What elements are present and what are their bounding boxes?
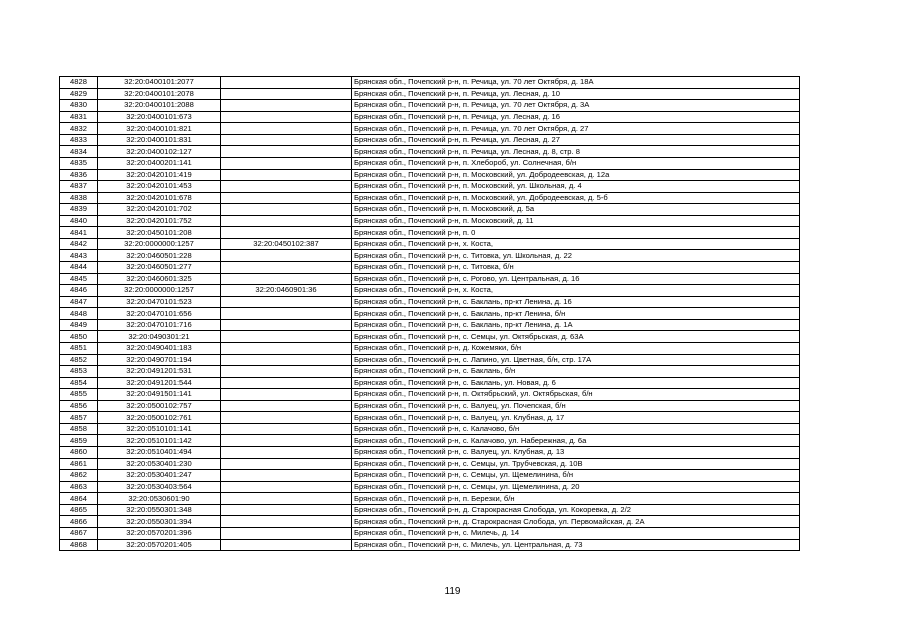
cadastral-number-cell: 32:20:0000000:1257 (98, 238, 221, 250)
table-row (60, 423, 800, 435)
table-row (60, 308, 800, 320)
table-row (60, 215, 800, 227)
row-number-cell: 4867 (60, 527, 98, 539)
cadastral-number-cell: 32:20:0491201:531 (98, 366, 221, 378)
row-number-cell: 4836 (60, 169, 98, 181)
row-number-cell: 4850 (60, 331, 98, 343)
table-row (60, 504, 800, 516)
cadastral-number-cell: 32:20:0470101:523 (98, 296, 221, 308)
parent-cadastral-cell (221, 100, 352, 112)
cadastral-number-cell: 32:20:0400101:2077 (98, 77, 221, 89)
table-row (60, 493, 800, 505)
row-number-cell: 4863 (60, 481, 98, 493)
cadastral-number-cell: 32:20:0420101:453 (98, 181, 221, 193)
parent-cadastral-cell (221, 470, 352, 482)
parent-cadastral-cell (221, 146, 352, 158)
row-number-cell: 4864 (60, 493, 98, 505)
row-number-cell: 4838 (60, 192, 98, 204)
table-row (60, 169, 800, 181)
address-cell: Брянская обл., Почепский р-н, с. Баклань, пр-кт Ленина, б/н (352, 308, 800, 320)
cadastral-number-cell: 32:20:0420101:419 (98, 169, 221, 181)
table-row (60, 88, 800, 100)
parent-cadastral-cell (221, 77, 352, 89)
address-cell: Брянская обл., Почепский р-н, п. Речица, ул. 70 лет Октября, д. 27 (352, 123, 800, 135)
table-row (60, 146, 800, 158)
table-row (60, 400, 800, 412)
address-cell: Брянская обл., Почепский р-н, п. Речица, ул. Лесная, д. 27 (352, 134, 800, 146)
parent-cadastral-cell (221, 527, 352, 539)
table-row (60, 447, 800, 459)
table-row (60, 319, 800, 331)
cadastral-number-cell: 32:20:0550301:348 (98, 504, 221, 516)
row-number-cell: 4866 (60, 516, 98, 528)
table-row (60, 273, 800, 285)
table-row (60, 354, 800, 366)
cadastral-number-cell: 32:20:0490301:21 (98, 331, 221, 343)
cadastral-number-cell: 32:20:0530401:230 (98, 458, 221, 470)
table-row (60, 204, 800, 216)
table-row (60, 77, 800, 89)
cadastral-number-cell: 32:20:0550301:394 (98, 516, 221, 528)
registry-table (59, 76, 800, 551)
table-row (60, 157, 800, 169)
parent-cadastral-cell (221, 435, 352, 447)
address-cell: Брянская обл., Почепский р-н, п. Московский, д. 5а (352, 204, 800, 216)
row-number-cell: 4858 (60, 423, 98, 435)
address-cell: Брянская обл., Почепский р-н, п. Речица, ул. Лесная, д. 10 (352, 88, 800, 100)
address-cell: Брянская обл., Почепский р-н, п. Московский, д. 11 (352, 215, 800, 227)
row-number-cell: 4847 (60, 296, 98, 308)
address-cell: Брянская обл., Почепский р-н, п. Московский, ул. Школьная, д. 4 (352, 181, 800, 193)
parent-cadastral-cell (221, 262, 352, 274)
row-number-cell: 4843 (60, 250, 98, 262)
address-cell: Брянская обл., Почепский р-н, с. Семцы, ул. Щемелинина, б/н (352, 470, 800, 482)
parent-cadastral-cell (221, 458, 352, 470)
parent-cadastral-cell (221, 134, 352, 146)
address-cell: Брянская обл., Почепский р-н, п. Березки, б/н (352, 493, 800, 505)
row-number-cell: 4831 (60, 111, 98, 123)
cadastral-number-cell: 32:20:0500102:761 (98, 412, 221, 424)
cadastral-number-cell: 32:20:0470101:716 (98, 319, 221, 331)
address-cell: Брянская обл., Почепский р-н, п. Речица, ул. Лесная, д. 16 (352, 111, 800, 123)
cadastral-number-cell: 32:20:0400101:831 (98, 134, 221, 146)
address-cell: Брянская обл., Почепский р-н, с. Валуец, ул. Клубная, д. 13 (352, 447, 800, 459)
row-number-cell: 4854 (60, 377, 98, 389)
address-cell: Брянская обл., Почепский р-н, п. Хлебороб, ул. Солнечная, б/н (352, 157, 800, 169)
parent-cadastral-cell (221, 319, 352, 331)
row-number-cell: 4828 (60, 77, 98, 89)
cadastral-number-cell: 32:20:0570201:396 (98, 527, 221, 539)
address-cell: Брянская обл., Почепский р-н, с. Баклань, ул. Новая, д. 6 (352, 377, 800, 389)
row-number-cell: 4868 (60, 539, 98, 551)
table-row (60, 342, 800, 354)
parent-cadastral-cell (221, 539, 352, 551)
table-row (60, 227, 800, 239)
parent-cadastral-cell: 32:20:0460901:36 (221, 285, 352, 297)
address-cell: Брянская обл., Почепский р-н, с. Лапино, ул. Цветная, б/н, стр. 17А (352, 354, 800, 366)
address-cell: Брянская обл., Почепский р-н, с. Милечь, ул. Центральная, д. 73 (352, 539, 800, 551)
cadastral-number-cell: 32:20:0530601:90 (98, 493, 221, 505)
row-number-cell: 4841 (60, 227, 98, 239)
cadastral-number-cell: 32:20:0490701:194 (98, 354, 221, 366)
cadastral-number-cell: 32:20:0530403:564 (98, 481, 221, 493)
row-number-cell: 4851 (60, 342, 98, 354)
row-number-cell: 4837 (60, 181, 98, 193)
row-number-cell: 4852 (60, 354, 98, 366)
cadastral-number-cell: 32:20:0490401:183 (98, 342, 221, 354)
row-number-cell: 4832 (60, 123, 98, 135)
address-cell: Брянская обл., Почепский р-н, п. Московский, ул. Добродеевская, д. 5-б (352, 192, 800, 204)
table-row (60, 539, 800, 551)
parent-cadastral-cell (221, 227, 352, 239)
parent-cadastral-cell (221, 88, 352, 100)
address-cell: Брянская обл., Почепский р-н, д. Старокрасная Слобода, ул. Первомайская, д. 2А (352, 516, 800, 528)
row-number-cell: 4840 (60, 215, 98, 227)
table-row (60, 481, 800, 493)
parent-cadastral-cell (221, 516, 352, 528)
table-row (60, 412, 800, 424)
parent-cadastral-cell (221, 400, 352, 412)
cadastral-number-cell: 32:20:0491201:544 (98, 377, 221, 389)
table-row (60, 366, 800, 378)
cadastral-number-cell: 32:20:0500102:757 (98, 400, 221, 412)
parent-cadastral-cell (221, 204, 352, 216)
row-number-cell: 4844 (60, 262, 98, 274)
cadastral-number-cell: 32:20:0530401:247 (98, 470, 221, 482)
parent-cadastral-cell (221, 192, 352, 204)
table-row (60, 527, 800, 539)
row-number-cell: 4833 (60, 134, 98, 146)
row-number-cell: 4862 (60, 470, 98, 482)
table-row (60, 134, 800, 146)
address-cell: Брянская обл., Почепский р-н, п. 0 (352, 227, 800, 239)
address-cell: Брянская обл., Почепский р-н, с. Калачово, б/н (352, 423, 800, 435)
cadastral-number-cell: 32:20:0460501:277 (98, 262, 221, 274)
address-cell: Брянская обл., Почепский р-н, с. Титовка, ул. Школьная, д. 22 (352, 250, 800, 262)
parent-cadastral-cell (221, 447, 352, 459)
address-cell: Брянская обл., Почепский р-н, п. Речица, ул. Лесная, д. 8, стр. 8 (352, 146, 800, 158)
table-row (60, 389, 800, 401)
address-cell: Брянская обл., Почепский р-н, с. Семцы, ул. Щемелинина, д. 20 (352, 481, 800, 493)
row-number-cell: 4848 (60, 308, 98, 320)
address-cell: Брянская обл., Почепский р-н, д. Кожемяки, б/н (352, 342, 800, 354)
registry-table-body (60, 77, 800, 551)
address-cell: Брянская обл., Почепский р-н, с. Семцы, ул. Трубчевская, д. 10В (352, 458, 800, 470)
table-row (60, 100, 800, 112)
table-row (60, 285, 800, 297)
parent-cadastral-cell (221, 181, 352, 193)
cadastral-number-cell: 32:20:0510101:141 (98, 423, 221, 435)
row-number-cell: 4829 (60, 88, 98, 100)
address-cell: Брянская обл., Почепский р-н, с. Титовка, б/н (352, 262, 800, 274)
row-number-cell: 4845 (60, 273, 98, 285)
parent-cadastral-cell (221, 250, 352, 262)
row-number-cell: 4859 (60, 435, 98, 447)
parent-cadastral-cell (221, 215, 352, 227)
address-cell: Брянская обл., Почепский р-н, п. Октябрьский, ул. Октябрьская, б/н (352, 389, 800, 401)
table-row (60, 192, 800, 204)
row-number-cell: 4853 (60, 366, 98, 378)
table-row (60, 250, 800, 262)
parent-cadastral-cell (221, 504, 352, 516)
parent-cadastral-cell (221, 157, 352, 169)
cadastral-number-cell: 32:20:0400101:673 (98, 111, 221, 123)
row-number-cell: 4839 (60, 204, 98, 216)
table-row (60, 111, 800, 123)
parent-cadastral-cell (221, 123, 352, 135)
row-number-cell: 4834 (60, 146, 98, 158)
parent-cadastral-cell (221, 389, 352, 401)
address-cell: Брянская обл., Почепский р-н, х. Коста, (352, 285, 800, 297)
cadastral-number-cell: 32:20:0460601:325 (98, 273, 221, 285)
address-cell: Брянская обл., Почепский р-н, с. Валуец, ул. Почепская, б/н (352, 400, 800, 412)
cadastral-number-cell: 32:20:0400201:141 (98, 157, 221, 169)
parent-cadastral-cell: 32:20:0450102:387 (221, 238, 352, 250)
address-cell: Брянская обл., Почепский р-н, с. Баклань, пр-кт Ленина, д. 16 (352, 296, 800, 308)
cadastral-number-cell: 32:20:0420101:752 (98, 215, 221, 227)
address-cell: Брянская обл., Почепский р-н, с. Семцы, ул. Октябрьская, д. 63А (352, 331, 800, 343)
address-cell: Брянская обл., Почепский р-н, с. Баклань, б/н (352, 366, 800, 378)
parent-cadastral-cell (221, 377, 352, 389)
cadastral-number-cell: 32:20:0400101:2088 (98, 100, 221, 112)
parent-cadastral-cell (221, 423, 352, 435)
address-cell: Брянская обл., Почепский р-н, с. Милечь, д. 14 (352, 527, 800, 539)
table-row (60, 516, 800, 528)
address-cell: Брянская обл., Почепский р-н, х. Коста, (352, 238, 800, 250)
table-row (60, 331, 800, 343)
row-number-cell: 4856 (60, 400, 98, 412)
address-cell: Брянская обл., Почепский р-н, с. Рогово, ул. Центральная, д. 16 (352, 273, 800, 285)
row-number-cell: 4855 (60, 389, 98, 401)
cadastral-number-cell: 32:20:0400101:2078 (98, 88, 221, 100)
row-number-cell: 4861 (60, 458, 98, 470)
table-row (60, 238, 800, 250)
address-cell: Брянская обл., Почепский р-н, п. Речица, ул. 70 лет Октября, д. 3А (352, 100, 800, 112)
parent-cadastral-cell (221, 342, 352, 354)
address-cell: Брянская обл., Почепский р-н, д. Старокрасная Слобода, ул. Кокоревка, д. 2/2 (352, 504, 800, 516)
table-row (60, 262, 800, 274)
parent-cadastral-cell (221, 481, 352, 493)
row-number-cell: 4830 (60, 100, 98, 112)
row-number-cell: 4865 (60, 504, 98, 516)
row-number-cell: 4849 (60, 319, 98, 331)
row-number-cell: 4842 (60, 238, 98, 250)
table-row (60, 181, 800, 193)
table-row (60, 435, 800, 447)
parent-cadastral-cell (221, 331, 352, 343)
parent-cadastral-cell (221, 296, 352, 308)
table-row (60, 123, 800, 135)
address-cell: Брянская обл., Почепский р-н, п. Речица, ул. 70 лет Октября, д. 18А (352, 77, 800, 89)
address-cell: Брянская обл., Почепский р-н, с. Калачово, ул. Набережная, д. 6а (352, 435, 800, 447)
cadastral-number-cell: 32:20:0460501:228 (98, 250, 221, 262)
cadastral-number-cell: 32:20:0510401:494 (98, 447, 221, 459)
cadastral-number-cell: 32:20:0470101:656 (98, 308, 221, 320)
cadastral-number-cell: 32:20:0450101:208 (98, 227, 221, 239)
cadastral-number-cell: 32:20:0570201:405 (98, 539, 221, 551)
parent-cadastral-cell (221, 366, 352, 378)
cadastral-number-cell: 32:20:0420101:678 (98, 192, 221, 204)
table-row (60, 470, 800, 482)
address-cell: Брянская обл., Почепский р-н, п. Московский, ул. Добродеевская, д. 12а (352, 169, 800, 181)
parent-cadastral-cell (221, 111, 352, 123)
row-number-cell: 4860 (60, 447, 98, 459)
parent-cadastral-cell (221, 169, 352, 181)
cadastral-number-cell: 32:20:0420101:702 (98, 204, 221, 216)
cadastral-number-cell: 32:20:0400102:127 (98, 146, 221, 158)
table-row (60, 377, 800, 389)
cadastral-number-cell: 32:20:0491501:141 (98, 389, 221, 401)
parent-cadastral-cell (221, 412, 352, 424)
parent-cadastral-cell (221, 308, 352, 320)
address-cell: Брянская обл., Почепский р-н, с. Баклань, пр-кт Ленина, д. 1А (352, 319, 800, 331)
row-number-cell: 4835 (60, 157, 98, 169)
parent-cadastral-cell (221, 493, 352, 505)
cadastral-number-cell: 32:20:0400101:821 (98, 123, 221, 135)
page-number: 119 (444, 586, 461, 597)
table-row (60, 458, 800, 470)
row-number-cell: 4846 (60, 285, 98, 297)
parent-cadastral-cell (221, 273, 352, 285)
table-row (60, 296, 800, 308)
row-number-cell: 4857 (60, 412, 98, 424)
cadastral-number-cell: 32:20:0510101:142 (98, 435, 221, 447)
cadastral-number-cell: 32:20:0000000:1257 (98, 285, 221, 297)
parent-cadastral-cell (221, 354, 352, 366)
address-cell: Брянская обл., Почепский р-н, с. Валуец, ул. Клубная, д. 17 (352, 412, 800, 424)
